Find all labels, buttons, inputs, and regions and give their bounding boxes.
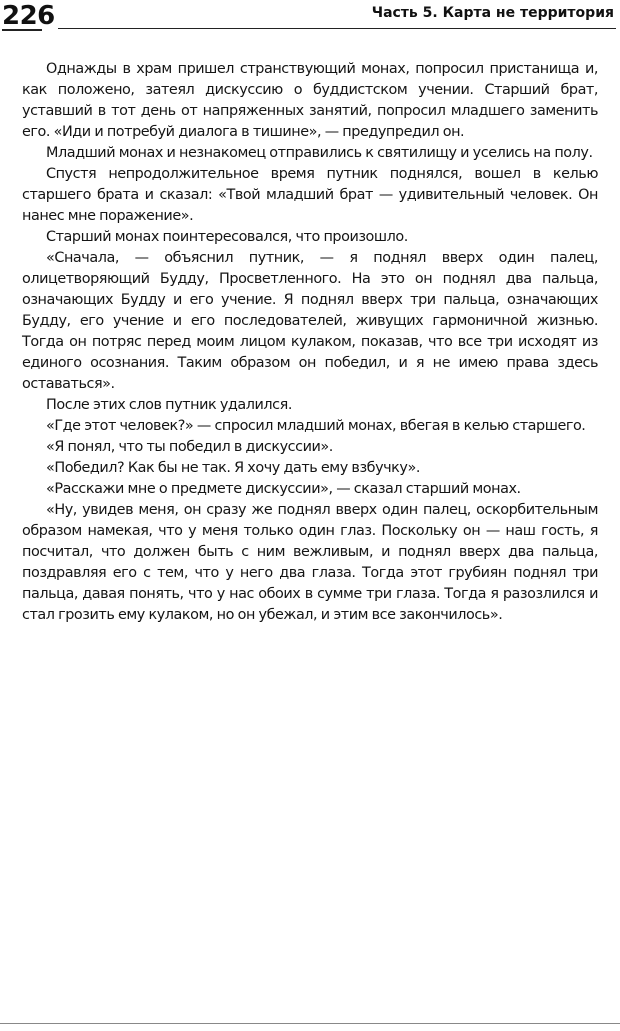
paragraph: После этих слов путник удалился.	[46, 397, 292, 413]
paragraph: Спустя непродолжительное время путник поднялся, вошел в келью старшего брата и сказал: «Твой младший брат — удивительный человек. Он нанес мне поражение».	[22, 166, 598, 224]
body-text	[22, 59, 598, 626]
paragraph: «Победил? Как бы не так. Я хочу дать ему взбучку».	[46, 460, 420, 476]
paragraph: «Сначала, — объяснил путник, — я поднял вверх один палец, олицетворяющий Будду, Просветленного. На это он поднял два пальца, означающих Будду и его учение. Я поднял вверх три пальца, означающих Будду, его учение и его последователей, живущих гармоничной жизнью. Тогда он потряс перед моим лицом кулаком, показав, что все три исходят из единого осознания. Таким образом он победил, и я не имею права здесь оставаться».	[22, 250, 598, 392]
paragraph: Однажды в храм пришел странствующий монах, попросил пристанища и, как положено, затеял дискуссию о буддистском учении. Старший брат, уставший в тот день от напряженных занятий, попросил младшего заменить его. «Иди и потребуй диалога в тишине», — предупредил он.	[22, 61, 598, 140]
page-number-underline	[2, 29, 42, 31]
footer-rule	[0, 1023, 620, 1024]
page-header	[0, 0, 620, 40]
paragraph: Старший монах поинтересовался, что произошло.	[46, 229, 408, 245]
header-rule	[58, 28, 616, 29]
paragraph: Младший монах и незнакомец отправились к святилищу и уселись на полу.	[46, 145, 593, 161]
paragraph: «Где этот человек?» — спросил младший монах, вбегая в келью старшего.	[46, 418, 586, 434]
paragraph: «Расскажи мне о предмете дискуссии», — сказал старший монах.	[46, 481, 521, 497]
paragraph: «Я понял, что ты победил в дискуссии».	[46, 439, 333, 455]
running-head: Часть 5. Карта не территория	[371, 5, 614, 21]
page-number: 226	[2, 1, 55, 31]
paragraph: «Ну, увидев меня, он сразу же поднял вверх один палец, оскорбительным образом намекая, что у меня только один глаз. Поскольку он — наш гость, я посчитал, что должен быть с ним вежливым, и поднял вверх два пальца, поздравляя его с тем, что у него два глаза. Тогда этот грубиян поднял три пальца, давая понять, что у нас обоих в сумме три глаза. Тогда я разозлился и стал грозить ему кулаком, но он убежал, и этим все закончилось».	[22, 502, 598, 623]
